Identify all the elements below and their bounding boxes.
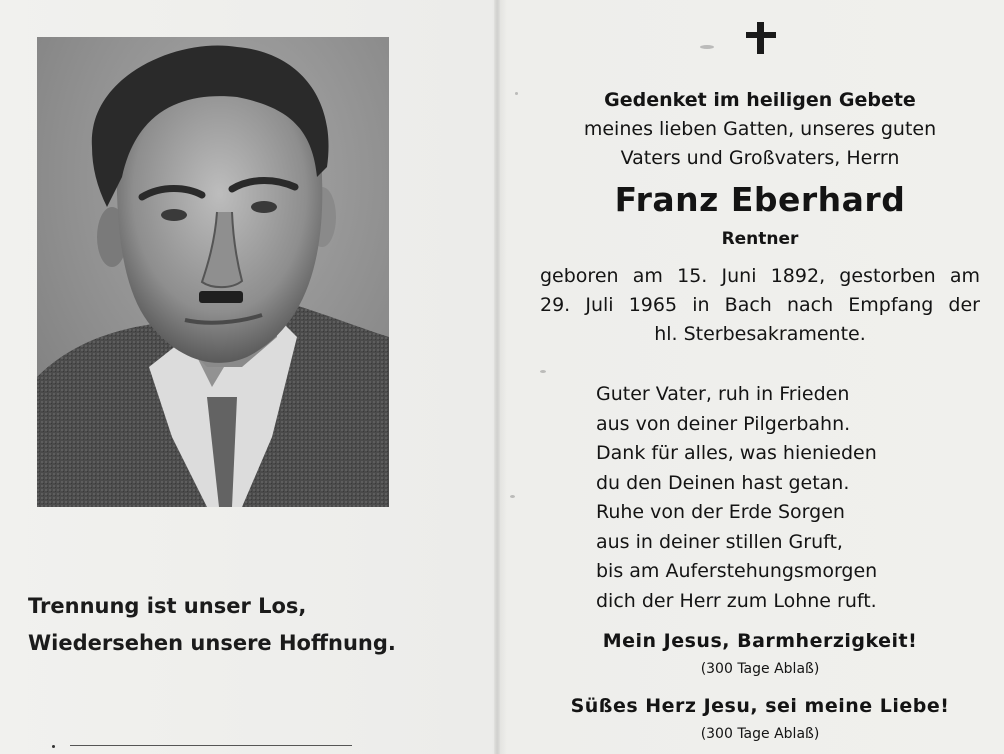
bio-line: geboren am 15. Juni 1892, gestorben am (540, 265, 980, 287)
paper-speck (510, 495, 515, 498)
poem-line: Ruhe von der Erde Sorgen (596, 501, 845, 523)
poem-line: bis am Auferstehungsmorgen (596, 560, 878, 582)
poem-line: Dank für alles, was hienieden (596, 442, 877, 464)
portrait-photo (37, 37, 389, 507)
poem-line: Guter Vater, ruh in Frieden (596, 383, 850, 405)
prayer-line: Mein Jesus, Barmherzigkeit! (602, 630, 918, 652)
indulgence-note: (300 Tage Ablaß) (700, 726, 820, 742)
poem-line: du den Deinen hast getan. (596, 471, 850, 494)
prayer-line: Süßes Herz Jesu, sei meine Liebe! (570, 695, 950, 717)
bio-line: hl. Sterbesakramente. (654, 323, 866, 345)
paper-speck (700, 45, 714, 49)
memorial-header (540, 86, 980, 173)
cross-icon (746, 22, 776, 54)
motto-line: Wiedersehen unsere Hoffnung. (28, 631, 396, 655)
signature-line (70, 745, 352, 746)
deceased-occupation: Rentner (721, 229, 799, 249)
poem-line: dich der Herr zum Lohne ruft. (596, 589, 877, 612)
paper-speck (515, 92, 518, 95)
ink-dot (52, 745, 55, 748)
header-line: Vaters und Großvaters, Herrn (620, 147, 900, 169)
indulgence-note: (300 Tage Ablaß) (700, 661, 820, 677)
deceased-name: Franz Eberhard (614, 180, 906, 219)
paper-speck (540, 370, 546, 373)
header-line: meines lieben Gatten, unseres guten (583, 118, 937, 140)
motto (28, 588, 396, 662)
card-fold (494, 0, 500, 754)
poem-line: aus in deiner stillen Gruft, (596, 530, 843, 553)
poem-line: aus von deiner Pilgerbahn. (596, 412, 851, 435)
bio-line: 29. Juli 1965 in Bach nach Empfang der (540, 294, 980, 316)
motto-line: Trennung ist unser Los, (28, 594, 307, 618)
poem (596, 380, 877, 616)
header-line: Gedenket im heiligen Gebete (604, 89, 916, 111)
portrait-illustration (37, 37, 389, 507)
biography (540, 262, 980, 349)
